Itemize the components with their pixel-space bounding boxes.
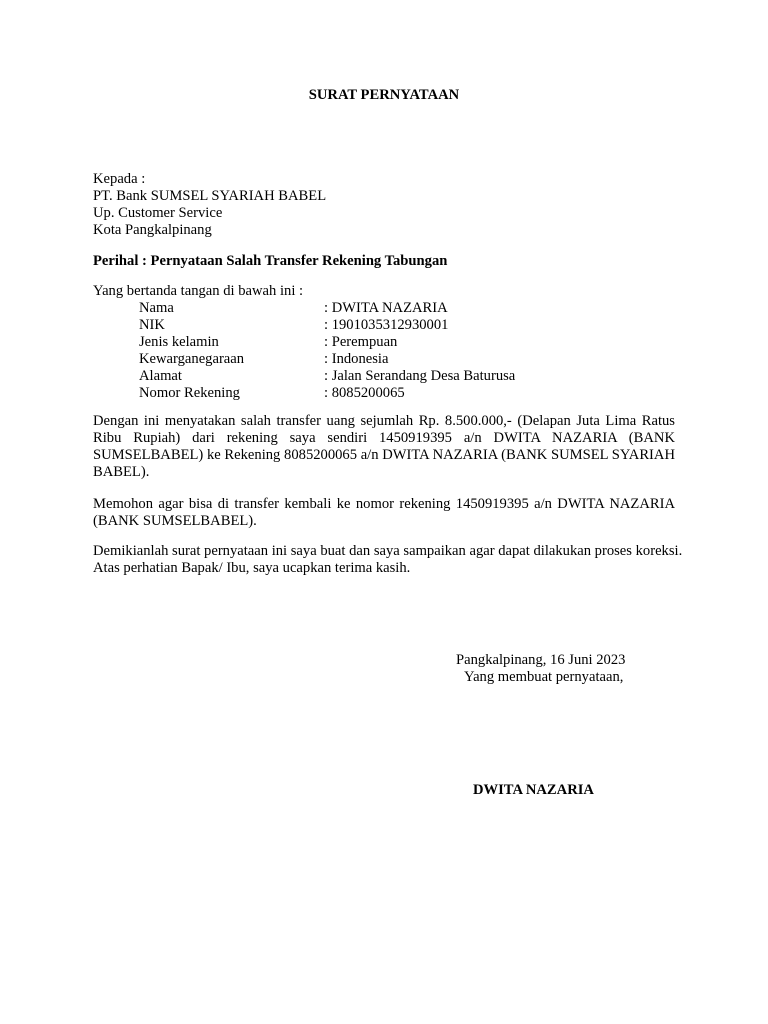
closing-paragraph: Demikianlah surat pernyataan ini saya buat dan saya sampaikan agar dapat dilakukan proses koreksi. Atas perhatian Bapak/ Ibu, saya ucapkan terima kasih. bbox=[93, 543, 683, 576]
identity-value: : Indonesia bbox=[324, 351, 389, 367]
place-date: Pangkalpinang, 16 Juni 2023 bbox=[456, 652, 626, 668]
identity-label: Nomor Rekening bbox=[139, 385, 240, 401]
recipient-line-1: Kepada : bbox=[93, 171, 146, 187]
signer-caption: Yang membuat pernyataan, bbox=[464, 669, 624, 685]
identity-value: : 8085200065 bbox=[324, 385, 405, 401]
identity-value: : Perempuan bbox=[324, 334, 398, 350]
signer-name: DWITA NAZARIA bbox=[473, 782, 594, 798]
recipient-line-4: Kota Pangkalpinang bbox=[93, 222, 212, 238]
statement-paragraph: Dengan ini menyatakan salah transfer uang sejumlah Rp. 8.500.000,- (Delapan Juta Lima Ratus Ribu Rupiah) dari rekening saya sendiri 1450919395 a/n DWITA NAZARIA (BANK SUMSELBABEL) ke Rekening 8085200065 a/n DWITA NAZARIA (BANK SUMSEL SYARIAH BABEL). bbox=[93, 413, 675, 480]
request-paragraph: Memohon agar bisa di transfer kembali ke nomor rekening 1450919395 a/n DWITA NAZARIA (BANK SUMSELBABEL). bbox=[93, 496, 675, 529]
document-title: SURAT PERNYATAAN bbox=[308, 87, 460, 103]
identity-label: Nama bbox=[139, 300, 174, 316]
identity-value: : DWITA NAZARIA bbox=[324, 300, 448, 316]
identity-value: : Jalan Serandang Desa Baturusa bbox=[324, 368, 516, 384]
recipient-line-2: PT. Bank SUMSEL SYARIAH BABEL bbox=[93, 188, 327, 204]
identity-label: Jenis kelamin bbox=[139, 334, 219, 350]
recipient-line-3: Up. Customer Service bbox=[93, 205, 223, 221]
identity-label: Alamat bbox=[139, 368, 182, 384]
subject-line: Perihal : Pernyataan Salah Transfer Rekening Tabungan bbox=[93, 253, 448, 269]
identity-label: Kewarganegaraan bbox=[139, 351, 245, 367]
identity-label: NIK bbox=[139, 317, 165, 333]
intro-line: Yang bertanda tangan di bawah ini : bbox=[93, 283, 304, 299]
identity-value: : 1901035312930001 bbox=[324, 317, 449, 333]
